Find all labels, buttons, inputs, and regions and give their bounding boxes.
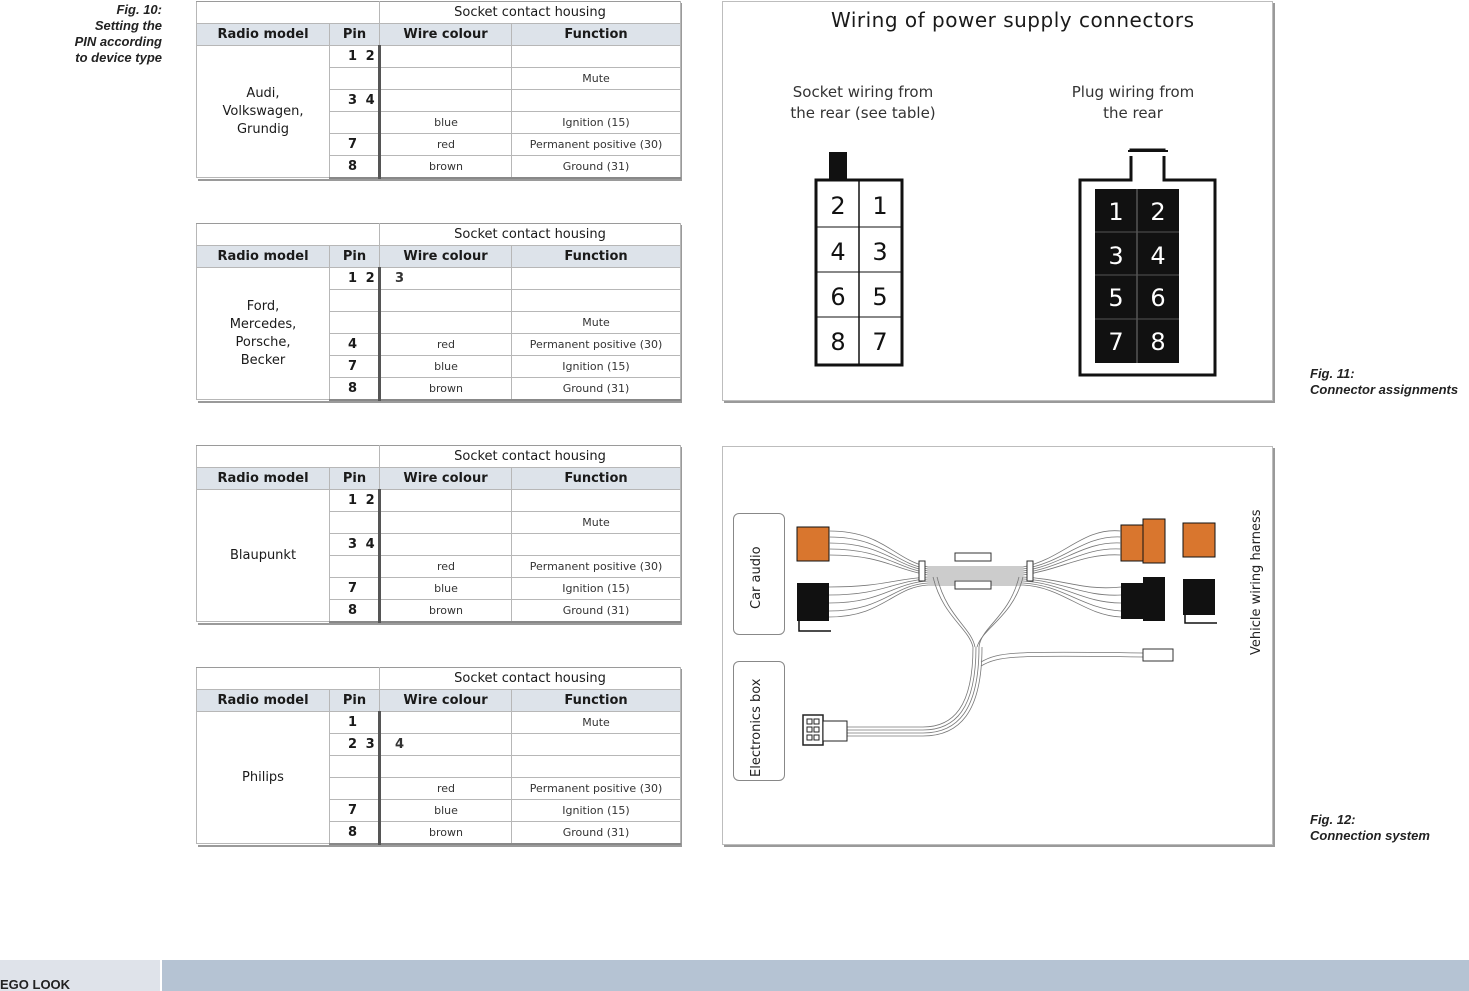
wire-colour-cell: blue bbox=[380, 112, 512, 134]
fig10-caption bbox=[40, 2, 162, 66]
pin-cell: 1 bbox=[330, 712, 380, 734]
function-cell: Ground (31) bbox=[512, 822, 681, 844]
electronics-box-connector bbox=[803, 715, 823, 745]
caption-line: Fig. 10: bbox=[116, 2, 162, 17]
wire-colour-cell bbox=[380, 512, 512, 534]
pin-header: Pin bbox=[330, 690, 380, 712]
function-cell: Permanent positive (30) bbox=[512, 134, 681, 156]
wire-colour-cell: brown bbox=[380, 378, 512, 400]
footer-right-bar bbox=[162, 960, 1469, 991]
pin-cell: 8 bbox=[330, 600, 380, 622]
socket-key bbox=[829, 152, 847, 180]
harness-speaker-connector-a bbox=[1121, 583, 1143, 619]
function-cell: Mute bbox=[512, 712, 681, 734]
radio-model-header: Radio model bbox=[197, 468, 330, 490]
function-cell: Ground (31) bbox=[512, 156, 681, 178]
radio-model-cell bbox=[197, 268, 330, 400]
wire-colour-cell: brown bbox=[380, 600, 512, 622]
pin-cell: 1 2 bbox=[330, 46, 380, 68]
connection-system-panel bbox=[722, 446, 1273, 845]
socket-contact-header: Socket contact housing bbox=[380, 224, 681, 246]
pin-table bbox=[196, 667, 680, 845]
pin-cell bbox=[330, 778, 380, 800]
wire-colour-cell bbox=[380, 490, 512, 512]
function-cell: Ignition (15) bbox=[512, 356, 681, 378]
pin-cell bbox=[330, 512, 380, 534]
plug-pin-number: 3 bbox=[1108, 242, 1124, 270]
radio-model-cell bbox=[197, 712, 330, 844]
wire-colour-cell: red bbox=[380, 556, 512, 578]
radio-model-header: Radio model bbox=[197, 690, 330, 712]
pin-table bbox=[196, 445, 680, 623]
harness-speaker-connector-b bbox=[1143, 577, 1165, 621]
table-row bbox=[197, 268, 681, 290]
function-cell: Ground (31) bbox=[512, 378, 681, 400]
pin-cell: 1 2 bbox=[330, 268, 380, 290]
caption-line: PIN according bbox=[74, 34, 162, 49]
harness-diagram bbox=[723, 447, 1274, 846]
fig11-caption bbox=[1310, 366, 1458, 398]
wire-colour-header: Wire colour bbox=[380, 246, 512, 268]
function-header: Function bbox=[512, 690, 681, 712]
function-header: Function bbox=[512, 246, 681, 268]
pin-cell: 7 bbox=[330, 800, 380, 822]
function-cell: Permanent positive (30) bbox=[512, 778, 681, 800]
socket-label-line: the rear (see table) bbox=[790, 104, 936, 122]
caption-line: Fig. 12: bbox=[1310, 812, 1356, 827]
socket-pin-number: 5 bbox=[872, 283, 888, 311]
pin-header: Pin bbox=[330, 468, 380, 490]
car-audio-speaker-connector bbox=[797, 583, 829, 621]
function-cell: Permanent positive (30) bbox=[512, 334, 681, 356]
caption-line: Setting the bbox=[94, 18, 162, 33]
wire-colour-cell: brown bbox=[380, 822, 512, 844]
table-row bbox=[197, 712, 681, 734]
socket-label-line: Socket wiring from bbox=[792, 83, 934, 101]
caption-line: Connection system bbox=[1310, 828, 1430, 843]
harness-power-connector-b bbox=[1143, 519, 1165, 563]
radio-model-header: Radio model bbox=[197, 24, 330, 46]
function-cell bbox=[512, 290, 681, 312]
caption-line: to device type bbox=[75, 50, 162, 65]
socket-pin-number: 2 bbox=[830, 192, 846, 220]
wire-colour-cell: red bbox=[380, 134, 512, 156]
pin-cell: 3 4 bbox=[330, 90, 380, 112]
radio-model-cell bbox=[197, 490, 330, 622]
wire-colour-header: Wire colour bbox=[380, 24, 512, 46]
function-cell: Ignition (15) bbox=[512, 578, 681, 600]
pin-cell bbox=[330, 112, 380, 134]
pin-header: Pin bbox=[330, 24, 380, 46]
pin-cell: 3 4 bbox=[330, 534, 380, 556]
radio-model-line: Audi, bbox=[246, 85, 280, 101]
socket-pin-number: 3 bbox=[872, 238, 888, 266]
wire-colour-cell bbox=[380, 46, 512, 68]
wire-colour-cell: brown bbox=[380, 156, 512, 178]
pin-cell bbox=[330, 556, 380, 578]
socket-contact-header: Socket contact housing bbox=[380, 2, 681, 24]
electronics-box-label: Electronics box bbox=[749, 678, 764, 777]
function-cell: Mute bbox=[512, 512, 681, 534]
wire-colour-cell: red bbox=[380, 778, 512, 800]
pin-cell: 7 bbox=[330, 134, 380, 156]
plug-pin-number: 8 bbox=[1150, 328, 1166, 356]
wire-colour-header: Wire colour bbox=[380, 468, 512, 490]
car-audio-label: Car audio bbox=[749, 546, 764, 609]
harness-power-connector-a bbox=[1121, 525, 1143, 561]
plug-pin-number: 1 bbox=[1108, 198, 1124, 226]
radio-model-cell bbox=[197, 46, 330, 178]
antenna-plug bbox=[1143, 649, 1173, 661]
radio-model-line: Ford, bbox=[246, 298, 280, 314]
wire-colour-cell: red bbox=[380, 334, 512, 356]
function-cell bbox=[512, 268, 681, 290]
function-cell bbox=[512, 90, 681, 112]
socket-contact-header: Socket contact housing bbox=[380, 668, 681, 690]
function-header: Function bbox=[512, 468, 681, 490]
pin-cell bbox=[330, 68, 380, 90]
wire-colour-cell: 4 bbox=[380, 734, 512, 756]
plug-pin-number: 4 bbox=[1150, 242, 1166, 270]
socket-pin-number: 1 bbox=[872, 192, 888, 220]
wire-colour-cell bbox=[380, 290, 512, 312]
plug-pin-number: 6 bbox=[1150, 284, 1166, 312]
socket-pin-number: 4 bbox=[830, 238, 846, 266]
pin-cell: 7 bbox=[330, 578, 380, 600]
wire-colour-header: Wire colour bbox=[380, 690, 512, 712]
wire-colour-cell bbox=[380, 312, 512, 334]
vehicle-power-connector bbox=[1183, 523, 1215, 557]
wire-colour-cell: blue bbox=[380, 578, 512, 600]
socket-contact-header: Socket contact housing bbox=[380, 446, 681, 468]
function-cell: Ignition (15) bbox=[512, 800, 681, 822]
radio-model-line: Blaupunkt bbox=[229, 547, 297, 563]
caption-line: Fig. 11: bbox=[1310, 366, 1355, 381]
pin-table bbox=[196, 1, 680, 179]
pin-cell bbox=[330, 756, 380, 778]
wire-colour-cell bbox=[380, 90, 512, 112]
wire-colour-cell: blue bbox=[380, 800, 512, 822]
function-cell bbox=[512, 46, 681, 68]
pin-cell: 1 2 bbox=[330, 490, 380, 512]
function-cell bbox=[512, 756, 681, 778]
table-row bbox=[197, 46, 681, 68]
fig12-caption bbox=[1310, 812, 1430, 844]
connector-assignments-panel bbox=[722, 1, 1273, 401]
pin-cell: 7 bbox=[330, 356, 380, 378]
plug-pin-number: 7 bbox=[1108, 328, 1124, 356]
footer-brand: EGO LOOK bbox=[0, 977, 71, 991]
wire-colour-cell bbox=[380, 756, 512, 778]
wire-colour-cell bbox=[380, 68, 512, 90]
function-header: Function bbox=[512, 24, 681, 46]
function-cell: Permanent positive (30) bbox=[512, 556, 681, 578]
table-row bbox=[197, 490, 681, 512]
plug-label-line: the rear bbox=[1103, 104, 1163, 122]
plug-pin-number: 5 bbox=[1108, 284, 1124, 312]
socket-pin-number: 6 bbox=[830, 283, 846, 311]
function-cell: Ground (31) bbox=[512, 600, 681, 622]
vehicle-speaker-connector bbox=[1183, 579, 1215, 615]
pin-cell: 8 bbox=[330, 822, 380, 844]
wire-colour-cell bbox=[380, 534, 512, 556]
pin-header: Pin bbox=[330, 246, 380, 268]
function-cell: Mute bbox=[512, 312, 681, 334]
radio-model-line: Grundig bbox=[236, 121, 289, 137]
connectors-title: Wiring of power supply connectors bbox=[831, 8, 1195, 32]
pin-cell: 4 bbox=[330, 334, 380, 356]
car-audio-power-connector bbox=[797, 527, 829, 561]
plug-label-line: Plug wiring from bbox=[1071, 83, 1195, 101]
pin-cell: 8 bbox=[330, 156, 380, 178]
pin-table bbox=[196, 223, 680, 401]
radio-model-line: Mercedes, bbox=[229, 316, 297, 332]
function-cell bbox=[512, 734, 681, 756]
socket-pin-number: 7 bbox=[872, 328, 888, 356]
vehicle-harness-label: Vehicle wiring harness bbox=[1249, 509, 1264, 655]
radio-model-line: Becker bbox=[240, 352, 286, 368]
radio-model-line: Porsche, bbox=[235, 334, 291, 350]
caption-line: Connector assignments bbox=[1310, 382, 1459, 397]
function-cell bbox=[512, 534, 681, 556]
wire-colour-cell: 3 bbox=[380, 268, 512, 290]
pin-cell bbox=[330, 290, 380, 312]
radio-model-header: Radio model bbox=[197, 246, 330, 268]
connector-diagram bbox=[723, 2, 1274, 402]
function-cell: Ignition (15) bbox=[512, 112, 681, 134]
pin-cell: 8 bbox=[330, 378, 380, 400]
pin-cell bbox=[330, 312, 380, 334]
function-cell bbox=[512, 490, 681, 512]
wire-colour-cell bbox=[380, 712, 512, 734]
socket-pin-number: 8 bbox=[830, 328, 846, 356]
wire-colour-cell: blue bbox=[380, 356, 512, 378]
plug-pin-number: 2 bbox=[1150, 198, 1166, 226]
function-cell: Mute bbox=[512, 68, 681, 90]
pin-cell: 2 3 bbox=[330, 734, 380, 756]
radio-model-line: Philips bbox=[242, 769, 284, 785]
radio-model-line: Volkswagen, bbox=[222, 103, 304, 119]
